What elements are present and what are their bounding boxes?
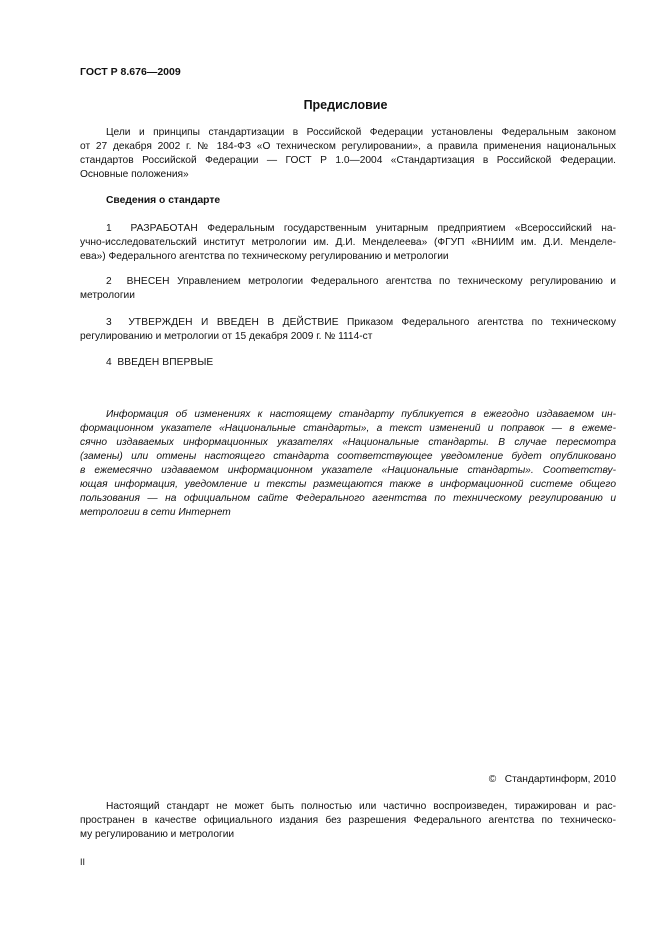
item-label: УТВЕРЖДЕН И ВВЕДЕН В ДЕЙСТВИЕ	[128, 317, 339, 328]
notice-line: метрологии в сети Интернет	[80, 507, 231, 518]
copyright-notice: © Стандартинформ, 2010	[488, 774, 616, 785]
notice-line: в ежемесячно издаваемом информационном указателе «Национальные стандарты». Соответству-	[80, 465, 616, 476]
notice-line: (замены) или отмены настоящего стандарта соответствующее уведомление будет опубликовано	[80, 451, 616, 462]
item-label: ВНЕСЕН	[126, 276, 170, 287]
item-number: 1	[106, 223, 112, 234]
item-number: 3	[106, 317, 112, 328]
footer-line: пространен в качестве официального издания без разрешения Федерального агентства по техническо-	[80, 815, 616, 826]
item-number: 4	[106, 357, 112, 368]
footer-line: му регулированию и метрологии	[80, 829, 235, 840]
info-item-line: учно-исследовательский институт метрологии им. Д.И. Менделеева» (ФГУП «ВНИИМ им. Д.И. Менделе-	[80, 237, 616, 248]
notice-line: пользования — на официальном сайте Федерального агентства по техническому регулированию и	[80, 493, 616, 504]
intro-line: Цели и принципы стандартизации в Российской Федерации установлены Федеральным законом	[106, 127, 616, 138]
intro-line: Основные положения»	[80, 169, 189, 180]
footer-line: Настоящий стандарт не может быть полностью или частично воспроизведен, тиражирован и рас-	[106, 801, 616, 812]
standard-info-heading: Сведения о стандарте	[106, 195, 221, 206]
info-item-first-line	[106, 317, 616, 329]
info-item-first-line	[106, 276, 616, 288]
info-item-first-line	[106, 357, 213, 369]
item-label: ВВЕДЕН ВПЕРВЫЕ	[117, 357, 214, 368]
info-item-line: ева») Федерального агентства по техническому регулированию и метрологии	[80, 251, 449, 262]
item-text: Федеральным государственным унитарным предприятием «Всероссийский на-	[207, 223, 616, 234]
item-text: Приказом Федерального агентства по техническому	[346, 317, 617, 328]
item-label: РАЗРАБОТАН	[130, 223, 198, 234]
notice-line: формационном указателе «Национальные стандарты», а текст изменений и поправок — в ежеме-	[80, 423, 616, 434]
info-item-line: метрологии	[80, 290, 135, 301]
item-text: Управлением метрологии Федерального агентства по техническому регулированию и	[177, 276, 616, 287]
notice-line: Информация об изменениях к настоящему стандарту публикуется в ежегодно издаваемом ин-	[106, 409, 616, 420]
item-number: 2	[106, 276, 112, 287]
document-code: ГОСТ Р 8.676—2009	[80, 66, 181, 78]
intro-line: от 27 декабря 2002 г. № 184-ФЗ «О техническом регулировании», а правила применения национальных	[80, 141, 616, 152]
page-number: II	[80, 857, 86, 867]
notice-line: сячно издаваемых информационных указателях «Национальные стандарты. В случае пересмотра	[80, 437, 616, 448]
page-title: Предисловие	[303, 98, 388, 112]
info-item-first-line	[106, 223, 616, 235]
notice-line: ющая информация, уведомление и тексты размещаются также в информационной системе общего	[80, 479, 616, 490]
info-item-line: регулированию и метрологии от 15 декабря 2009 г. № 1114-ст	[80, 331, 373, 342]
intro-line: стандартов Российской Федерации — ГОСТ Р 1.0—2004 «Стандартизация в Российской Федерации.	[80, 155, 616, 166]
